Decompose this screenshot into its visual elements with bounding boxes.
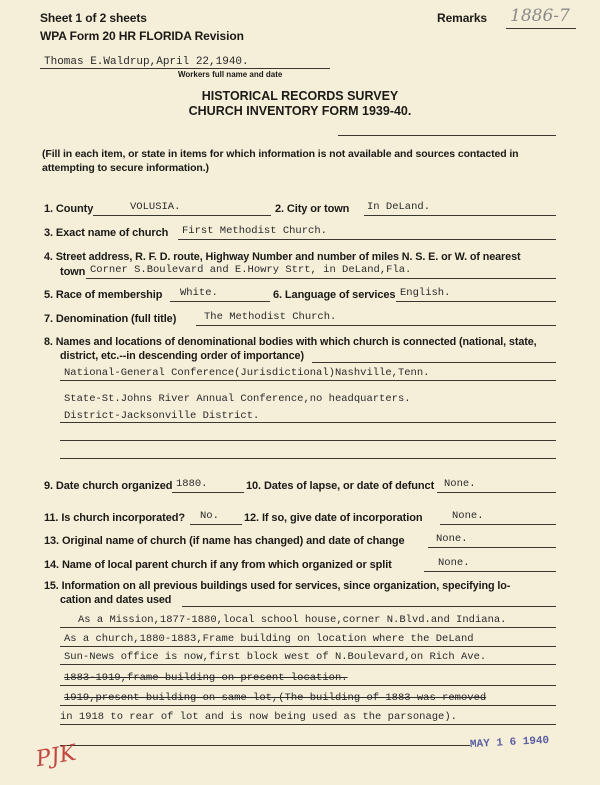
bodies-underline-0 (312, 362, 556, 363)
incorporation-date-label: 12. If so, give date of incorporation (244, 512, 423, 524)
city-label: 2. City or town (275, 203, 350, 215)
bodies-underline-1 (60, 380, 556, 381)
denomination-value: The Methodist Church. (204, 311, 337, 323)
lapse-label: 10. Dates of lapse, or date of defunct (246, 480, 435, 492)
received-date-stamp: MAY 1 6 1940 (469, 734, 550, 752)
organized-underline (172, 492, 244, 493)
incorporated-underline (190, 524, 242, 525)
buildings-label: 15. Information on all previous buildings used for services, since organization, specifying lo- (44, 580, 511, 592)
county-value: VOLUSIA. (130, 201, 181, 213)
county-underline (93, 215, 271, 216)
street-value: Corner S.Boulevard and E.Howry Strt, in DeLand,Fla. (90, 264, 412, 276)
blank-line (338, 135, 556, 136)
worker-caption: Workers full name and date (178, 70, 283, 79)
buildings-label-2: cation and dates used (60, 594, 172, 606)
year-note: 1886-7 (510, 6, 570, 26)
organized-value: 1880. (176, 478, 208, 490)
title-line2: CHURCH INVENTORY FORM 1939-40. (188, 104, 412, 118)
city-value: In DeLand. (367, 201, 431, 213)
buildings-underline-4 (60, 685, 556, 686)
church-name-value: First Methodist Church. (182, 225, 327, 237)
bodies-value-3: District-Jacksonville District. (64, 410, 260, 422)
handwritten-initials: PJK (34, 740, 78, 773)
language-label: 6. Language of services (273, 289, 396, 301)
street-label-town: town (60, 266, 86, 278)
buildings-value-6: in 1918 to rear of lot and is now being used as the parsonage). (60, 711, 457, 723)
buildings-value-1: As a Mission,1877-1880,local school house,corner N.Blvd.and Indiana. (78, 614, 507, 626)
original-name-label: 13. Original name of church (if name has changed) and date of change (44, 535, 405, 547)
buildings-value-4: 1883-1919,frame building on present location. (64, 672, 348, 684)
language-underline (396, 301, 556, 302)
race-value: White. (180, 287, 218, 299)
bodies-underline-5 (60, 458, 556, 459)
incorporated-label: 11. Is church incorporated? (44, 512, 185, 524)
street-underline (86, 278, 556, 279)
lapse-value: None. (444, 478, 476, 490)
lapse-underline (437, 492, 556, 493)
buildings-underline-2 (60, 646, 556, 647)
denomination-underline (196, 325, 556, 326)
denomination-label: 7. Denomination (full title) (44, 313, 177, 325)
worker-underline (40, 68, 330, 69)
original-name-underline (428, 547, 556, 548)
street-label: 4. Street address, R. F. D. route, Highway Number and number of miles N. S. E. or W. of nearest (44, 251, 521, 263)
instructions-line1: (Fill in each item, or state in items for which information is not available and sources contacted in (42, 148, 519, 160)
worker-name-date: Thomas E.Waldrup,April 22,1940. (44, 56, 249, 68)
language-value: English. (400, 287, 451, 299)
buildings-underline-0 (182, 606, 556, 607)
incorporation-date-value: None. (452, 510, 484, 522)
buildings-value-2: As a church,1880-1883,Frame building on location where the DeLand (64, 633, 474, 645)
buildings-value-3: Sun-News office is now,first block west of N.Boulevard,on Rich Ave. (64, 651, 487, 663)
parent-church-label: 14. Name of local parent church if any from which organized or split (44, 559, 392, 571)
race-underline (170, 301, 270, 302)
original-name-value: None. (436, 533, 468, 545)
race-label: 5. Race of membership (44, 289, 163, 301)
bodies-value-1: National-General Conference(Jurisdictional)Nashville,Tenn. (64, 367, 430, 379)
buildings-underline-5 (60, 705, 556, 706)
bodies-label: 8. Names and locations of denominational bodies with which church is connected (national, state, (44, 336, 537, 348)
sheet-count: Sheet 1 of 2 sheets (40, 11, 147, 25)
buildings-value-5: 1919,present building on same lot,(The building of 1883 was removed (64, 692, 487, 704)
buildings-underline-7 (60, 745, 470, 746)
parent-church-underline (424, 571, 556, 572)
bodies-value-2: State-St.Johns River Annual Conference,no headquarters. (64, 393, 411, 405)
organized-label: 9. Date church organized (44, 480, 173, 492)
city-underline (364, 215, 556, 216)
remarks-underline (506, 28, 576, 29)
remarks-label: Remarks (437, 11, 488, 25)
title-line1: HISTORICAL RECORDS SURVEY (201, 89, 399, 103)
bodies-underline-4 (60, 440, 556, 441)
buildings-underline-6 (60, 724, 556, 725)
church-name-label: 3. Exact name of church (44, 227, 169, 239)
county-label: 1. County (44, 203, 94, 215)
bodies-underline-3 (60, 422, 556, 423)
buildings-underline-1 (60, 627, 556, 628)
incorporated-value: No. (200, 510, 219, 522)
parent-church-value: None. (438, 557, 470, 569)
buildings-underline-3 (60, 664, 556, 665)
church-name-underline (178, 239, 556, 240)
instructions-line2: attempting to secure information.) (42, 162, 209, 174)
bodies-label-2: district, etc.--in descending order of importance) (60, 350, 304, 362)
form-name: WPA Form 20 HR FLORIDA Revision (40, 29, 244, 43)
incorporation-date-underline (440, 524, 556, 525)
